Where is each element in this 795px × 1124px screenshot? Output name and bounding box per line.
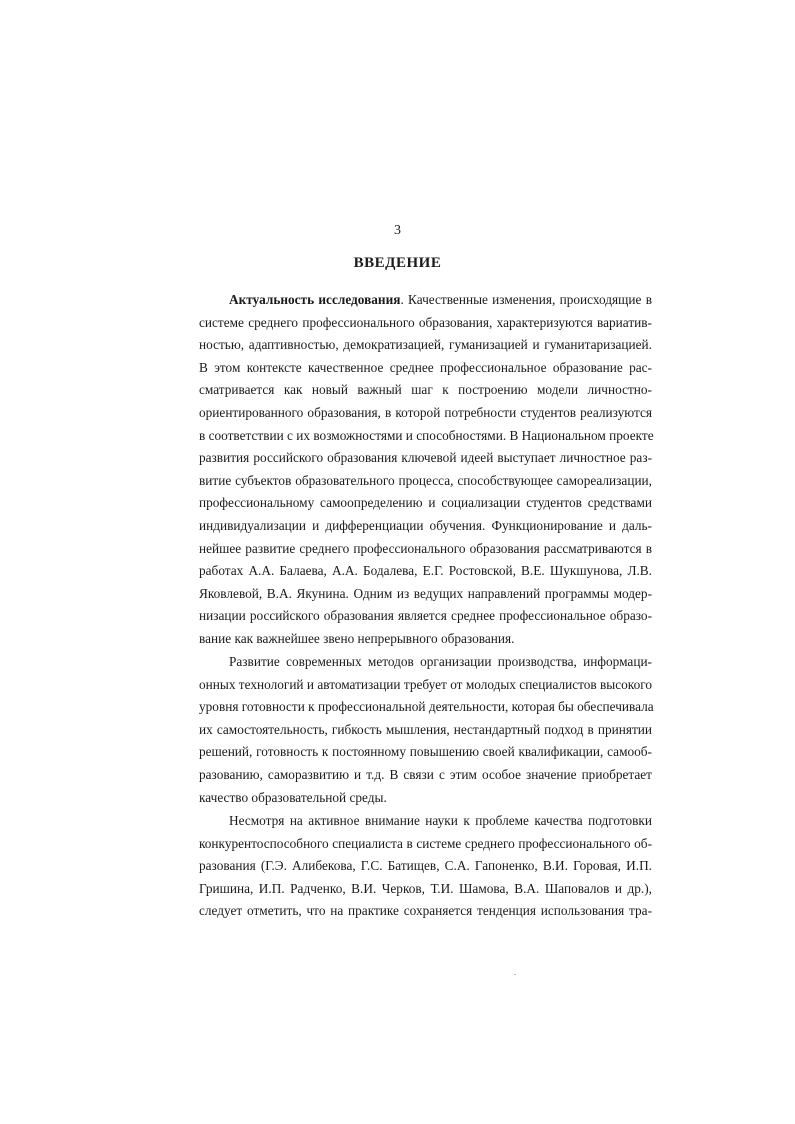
paragraph-line: разования (Г.Э. Алибекова, Г.С. Батищев, С.А. Гапоненко, В.И. Горовая, И.П. xyxy=(199,858,652,874)
paragraph-line: решений, готовность к постоянному повышению своей квалификации, самооб- xyxy=(199,744,652,760)
paragraph-line: в соответствии с их возможностями и способностями. В Национальном проекте xyxy=(199,427,654,443)
paragraph-line: профессиональному самоопределению и социализации студентов средствами xyxy=(199,495,652,511)
paragraph-line: разованию, саморазвитию и т.д. В связи с этим особое значение приобретает xyxy=(199,766,652,782)
paragraph-line: ностью, адаптивностью, демократизацией, гуманизацией и гуманитаризацией. xyxy=(199,337,652,353)
paragraph-line: ориентированного образования, в которой потребности студентов реализуются xyxy=(199,404,652,420)
paragraph-line: нейшее развитие среднего профессионального образования рассматриваются в xyxy=(199,540,652,556)
line-text: . Качественные изменения, происходящие в xyxy=(400,292,652,307)
paragraph-line: онных технологий и автоматизации требует от молодых специалистов высокого xyxy=(199,676,652,692)
paragraph-line: системе среднего профессионального образования, характеризуются вариатив- xyxy=(199,314,652,330)
paragraph-line: Несмотря на активное внимание науки к проблеме качества подготовки xyxy=(229,813,652,828)
paragraph-line: Гришина, И.П. Радченко, В.И. Черков, Т.И. Шамова, В.А. Шаповалов и др.), xyxy=(199,880,652,896)
page-number: 3 xyxy=(394,223,401,238)
paragraph-line: низации российского образования является среднее профессиональное образо- xyxy=(199,608,652,624)
paragraph-1 xyxy=(199,289,652,651)
paragraph-line: работах А.А. Балаева, А.А. Бодалева, Е.Г. Ростовской, В.Е. Шукшунова, Л.В. xyxy=(199,563,652,579)
paragraph-line: конкурентоспособного специалиста в системе среднего профессионального об- xyxy=(199,835,652,851)
paragraph-2 xyxy=(199,651,652,809)
paragraph-line: уровня готовности к профессиональной деятельности, которая бы обеспечивала xyxy=(199,699,654,715)
paragraph-line: вание как важнейшее звено непрерывного образования. xyxy=(199,630,515,646)
lead-term: Актуальность исследования xyxy=(229,292,401,307)
paragraph-line xyxy=(199,289,652,312)
paragraph-line: сматривается как новый важный шаг к построению модели личностно- xyxy=(199,382,652,398)
scan-speck xyxy=(514,974,516,975)
paragraph-3 xyxy=(199,810,652,923)
paragraph-line: витие субъектов образовательного процесса, способствующее самореализации, xyxy=(199,472,652,488)
paragraph-line: развития российского образования ключевой идеей выступает личностное раз- xyxy=(199,450,652,466)
paragraph-line: их самостоятельность, гибкость мышления, нестандартный подход в принятии xyxy=(199,721,652,737)
paragraph-line: Развитие современных методов организации производства, информаци- xyxy=(229,654,652,669)
paragraph-line: следует отметить, что на практике сохраняется тенденция использования тра- xyxy=(199,903,652,919)
paragraph-line: качество образовательной среды. xyxy=(199,789,387,805)
paragraph-line: индивидуализации и дифференциации обучения. Функционирование и даль- xyxy=(199,517,652,533)
paragraph-line: В этом контексте качественное среднее профессиональное образование рас- xyxy=(199,359,652,375)
paragraph-line: Яковлевой, В.А. Якунина. Одним из ведущих направлений программы модер- xyxy=(199,585,652,601)
page-title: ВВЕДЕНИЕ xyxy=(353,255,442,271)
